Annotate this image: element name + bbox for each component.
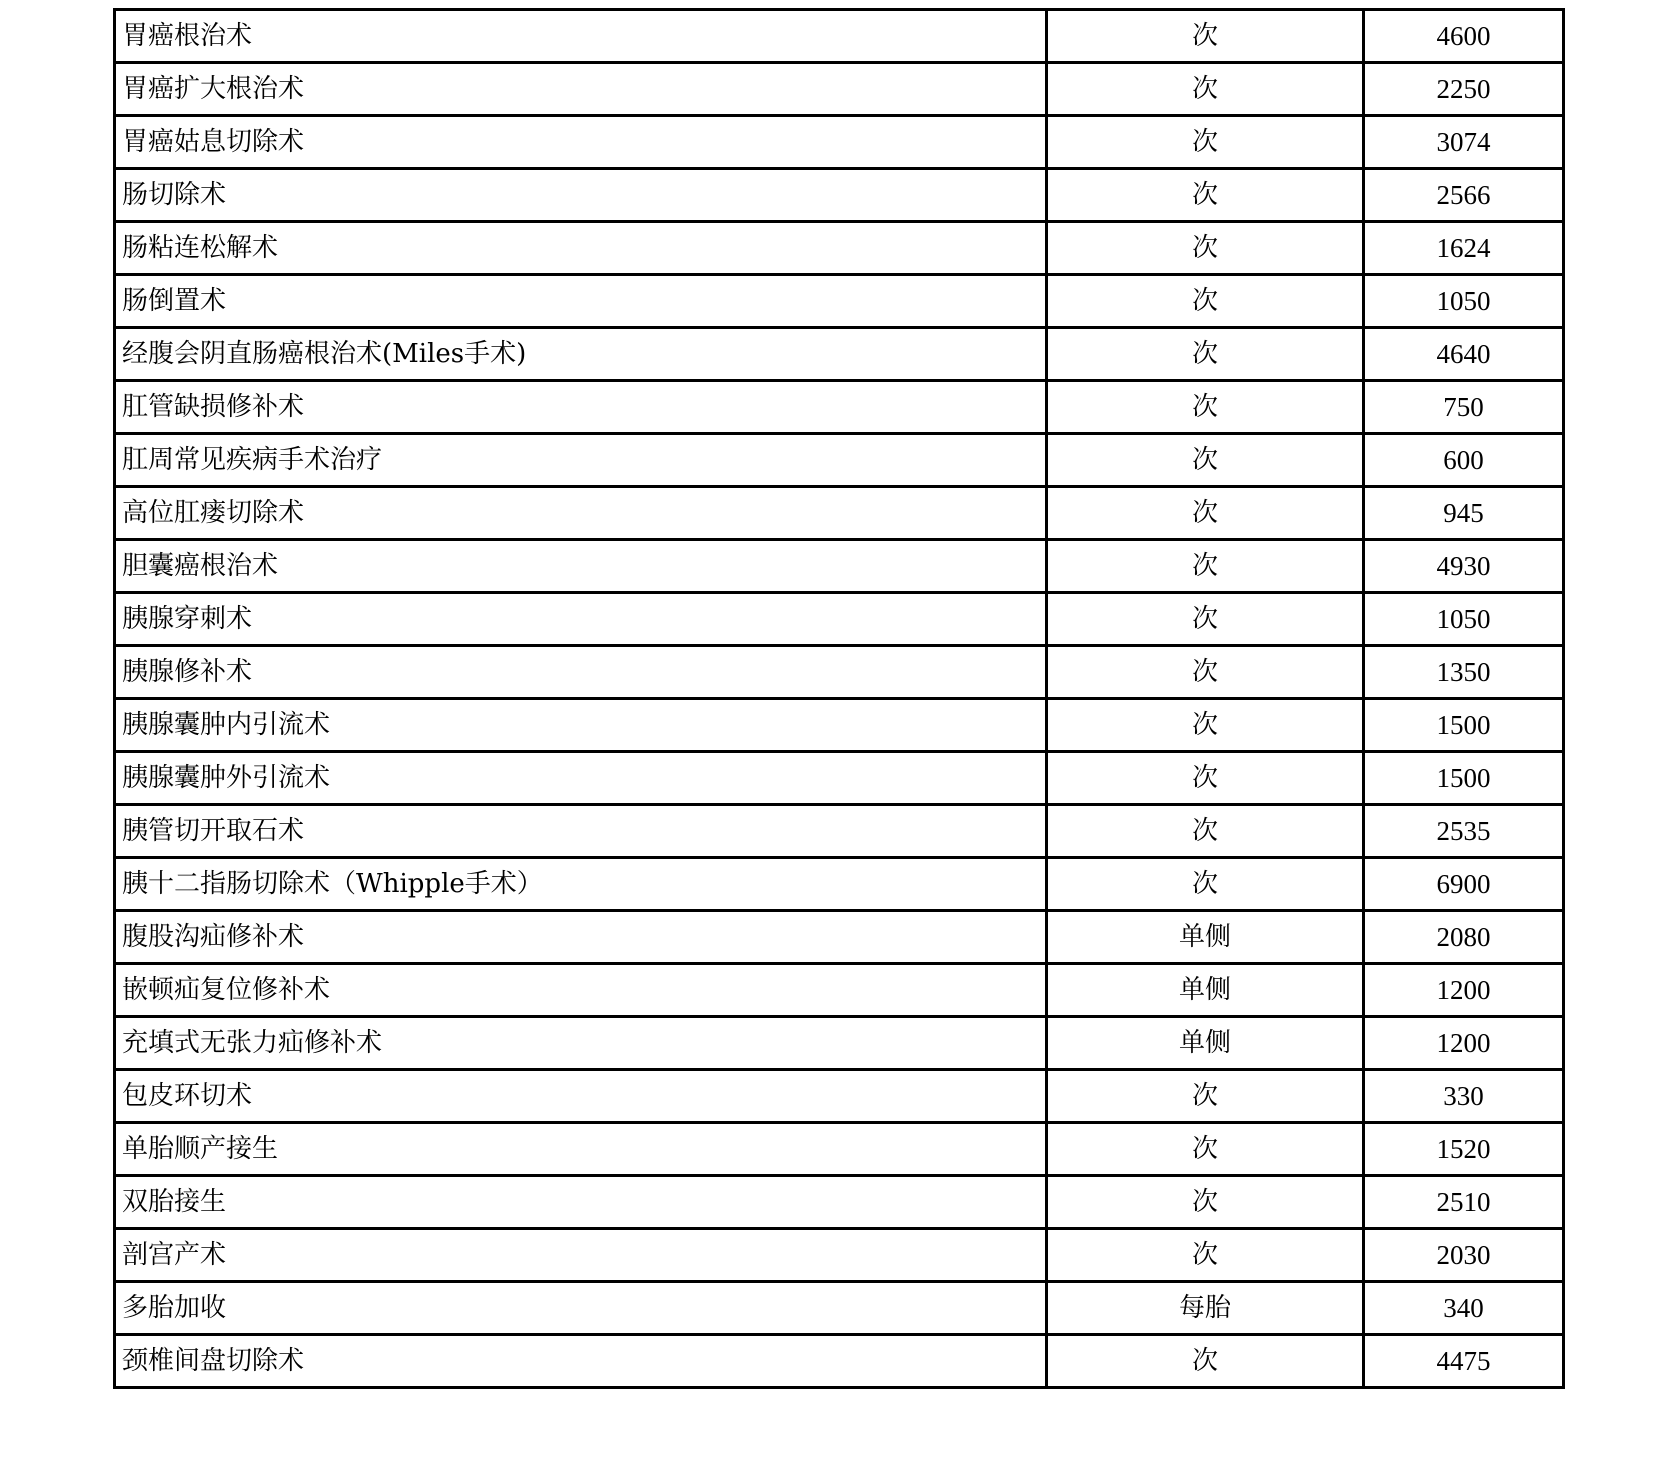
table-row (115, 752, 1564, 805)
unit-cell: 次 (1047, 1123, 1364, 1176)
unit-cell: 次 (1047, 328, 1364, 381)
procedure-name-cell: 双胎接生 (115, 1176, 1047, 1229)
price-cell: 1350 (1364, 646, 1564, 699)
procedure-name-cell: 胰腺修补术 (115, 646, 1047, 699)
procedure-name-cell: 肠粘连松解术 (115, 222, 1047, 275)
procedure-name-cell: 高位肛瘘切除术 (115, 487, 1047, 540)
procedure-name-cell: 胰腺囊肿内引流术 (115, 699, 1047, 752)
table-row (115, 911, 1564, 964)
table-row (115, 964, 1564, 1017)
price-cell: 1200 (1364, 964, 1564, 1017)
procedure-name-cell: 经腹会阴直肠癌根治术(Miles手术) (115, 328, 1047, 381)
procedure-name-cell: 剖宫产术 (115, 1229, 1047, 1282)
procedure-name-cell: 胰腺囊肿外引流术 (115, 752, 1047, 805)
procedure-name-cell: 包皮环切术 (115, 1070, 1047, 1123)
unit-cell: 次 (1047, 169, 1364, 222)
unit-cell: 次 (1047, 540, 1364, 593)
unit-cell: 次 (1047, 1176, 1364, 1229)
procedure-name-cell: 单胎顺产接生 (115, 1123, 1047, 1176)
price-cell: 1500 (1364, 699, 1564, 752)
unit-cell: 次 (1047, 116, 1364, 169)
procedure-name-cell: 胃癌根治术 (115, 10, 1047, 63)
procedure-name-cell: 肛管缺损修补术 (115, 381, 1047, 434)
procedure-name-cell: 腹股沟疝修补术 (115, 911, 1047, 964)
price-cell: 2080 (1364, 911, 1564, 964)
table-row (115, 1017, 1564, 1070)
procedure-name-cell: 肠倒置术 (115, 275, 1047, 328)
procedure-name-cell: 颈椎间盘切除术 (115, 1335, 1047, 1388)
price-cell: 1050 (1364, 593, 1564, 646)
table-row (115, 699, 1564, 752)
unit-cell: 次 (1047, 381, 1364, 434)
procedure-name-cell: 多胎加收 (115, 1282, 1047, 1335)
table-row (115, 381, 1564, 434)
table-body (115, 10, 1564, 1388)
procedure-name-cell: 胃癌扩大根治术 (115, 63, 1047, 116)
table-row (115, 10, 1564, 63)
price-cell: 2250 (1364, 63, 1564, 116)
unit-cell: 次 (1047, 63, 1364, 116)
unit-cell: 次 (1047, 593, 1364, 646)
price-cell: 1050 (1364, 275, 1564, 328)
table-row (115, 63, 1564, 116)
table-row (115, 1335, 1564, 1388)
table-row (115, 805, 1564, 858)
table-row (115, 1176, 1564, 1229)
procedure-name-cell: 胰十二指肠切除术（Whipple手术） (115, 858, 1047, 911)
unit-cell: 次 (1047, 10, 1364, 63)
price-cell: 4640 (1364, 328, 1564, 381)
table-row (115, 434, 1564, 487)
table-row (115, 169, 1564, 222)
unit-cell: 单侧 (1047, 1017, 1364, 1070)
table-row (115, 275, 1564, 328)
price-cell: 750 (1364, 381, 1564, 434)
price-cell: 2030 (1364, 1229, 1564, 1282)
price-cell: 945 (1364, 487, 1564, 540)
unit-cell: 单侧 (1047, 964, 1364, 1017)
procedure-name-cell: 胃癌姑息切除术 (115, 116, 1047, 169)
price-cell: 6900 (1364, 858, 1564, 911)
table-row (115, 222, 1564, 275)
table-row (115, 858, 1564, 911)
table-row (115, 116, 1564, 169)
price-cell: 1520 (1364, 1123, 1564, 1176)
unit-cell: 次 (1047, 487, 1364, 540)
price-cell: 2510 (1364, 1176, 1564, 1229)
unit-cell: 次 (1047, 646, 1364, 699)
procedure-name-cell: 肠切除术 (115, 169, 1047, 222)
table-row (115, 540, 1564, 593)
unit-cell: 次 (1047, 275, 1364, 328)
procedure-name-cell: 胰管切开取石术 (115, 805, 1047, 858)
unit-cell: 每胎 (1047, 1282, 1364, 1335)
price-table (113, 8, 1565, 1389)
unit-cell: 次 (1047, 434, 1364, 487)
price-cell: 4475 (1364, 1335, 1564, 1388)
unit-cell: 次 (1047, 1229, 1364, 1282)
procedure-name-cell: 胆囊癌根治术 (115, 540, 1047, 593)
price-cell: 1200 (1364, 1017, 1564, 1070)
price-cell: 2535 (1364, 805, 1564, 858)
procedure-name-cell: 肛周常见疾病手术治疗 (115, 434, 1047, 487)
price-cell: 1624 (1364, 222, 1564, 275)
unit-cell: 次 (1047, 1070, 1364, 1123)
unit-cell: 次 (1047, 222, 1364, 275)
procedure-name-cell: 胰腺穿刺术 (115, 593, 1047, 646)
unit-cell: 次 (1047, 699, 1364, 752)
procedure-name-cell: 充填式无张力疝修补术 (115, 1017, 1047, 1070)
unit-cell: 次 (1047, 752, 1364, 805)
unit-cell: 次 (1047, 1335, 1364, 1388)
table-row (115, 646, 1564, 699)
price-cell: 340 (1364, 1282, 1564, 1335)
table-row (115, 1123, 1564, 1176)
unit-cell: 单侧 (1047, 911, 1364, 964)
table-row (115, 487, 1564, 540)
table-row (115, 1070, 1564, 1123)
price-cell: 4600 (1364, 10, 1564, 63)
table-row (115, 328, 1564, 381)
price-cell: 2566 (1364, 169, 1564, 222)
price-cell: 3074 (1364, 116, 1564, 169)
price-cell: 330 (1364, 1070, 1564, 1123)
price-cell: 4930 (1364, 540, 1564, 593)
table-row (115, 1282, 1564, 1335)
unit-cell: 次 (1047, 805, 1364, 858)
price-cell: 1500 (1364, 752, 1564, 805)
table-row (115, 1229, 1564, 1282)
procedure-name-cell: 嵌顿疝复位修补术 (115, 964, 1047, 1017)
unit-cell: 次 (1047, 858, 1364, 911)
table-row (115, 593, 1564, 646)
price-cell: 600 (1364, 434, 1564, 487)
